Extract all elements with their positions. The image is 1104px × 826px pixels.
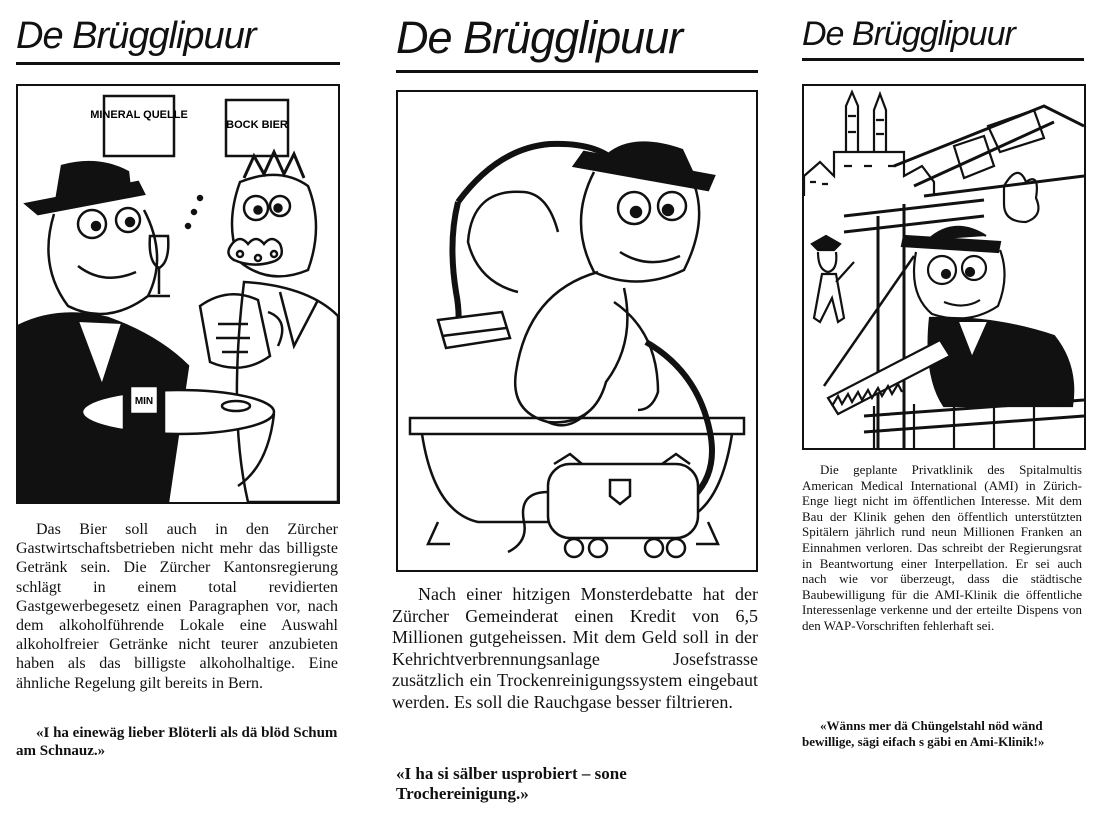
cartoon-quote: «Wänns mer dä Chüngelstahl nöd wänd bewillige, sägi eifach s gäbi en Ami-Klinik!» [802,718,1045,749]
article-text: Das Bier soll auch in den Zürcher Gastwirtschaftsbetrieben nicht mehr das billigste Getränk sein. Die Zürcher Kantonsregierung schlägt in einem total revidierten Gastgewerbegesetz einen Paragraphen vor, nach dem alkoholführende Lokale eine Auswahl alkoholfreier Getränke nicht teurer anzubieten haben als das billigste alkoholhaltige. Eine ähnliche Regelung gilt bereits in Bern. [16,521,338,692]
cartoon-panel-vacuum [396,90,758,572]
bar-scene-illustration [18,86,338,502]
cartoon-title: De Brügglipuur [16,14,340,65]
cartoon-quote: «I ha einewäg lieber Blöterli als dä blöd Schum am Schnauz.» [16,725,338,759]
sign-bockbier: BOCK BIER [226,119,288,131]
cartoon-quote: «I ha si sälber usprobiert – sone Trochereinigung.» [396,764,627,803]
cartoon-title: De Brügglipuur [802,14,1084,61]
article-text: Die geplante Privatklinik des Spitalmultis American Medical International (AMI) in Zürich-Enge liegt nicht im öffentlichen Interesse. Mit dem Bau der Klinik gehen den öffentlich unterstützten Spitälern jährlich rund neun Millionen Franken an Einnahmen verloren. Das schreibt der Regierungsrat in Beantwortung einer Interpellation. Er sei auch nach wie vor überzeugt, dass die städtische Baubewilligung für die AMI-Klinik die öffentliche Interessenlage verkenne und der erteilte Dispens von den WAP-Vorschriften fehlerhaft sei. [802,462,1082,633]
sign-mineral: MINERAL QUELLE [90,109,188,121]
bathtub-vacuum-illustration [398,92,756,570]
construction-site-illustration [804,86,1084,448]
article-text: Nach einer hitzigen Monsterdebatte hat der Zürcher Gemeinderat einen Kredit von 6,5 Millionen gutgeheissen. Mit dem Geld soll in der Kehrichtverbrennungsanlage Josefstrasse zusätzlich ein Trockenreinigungssystem eingebaut werden. Es soll die Rauchgase besser filtrieren. [392,584,758,712]
cartoon-title: De Brügglipuur [396,12,758,73]
cartoon-panel-construction [802,84,1086,450]
bottle-label: MIN [134,396,154,407]
cartoon-panel-beer [16,84,340,504]
